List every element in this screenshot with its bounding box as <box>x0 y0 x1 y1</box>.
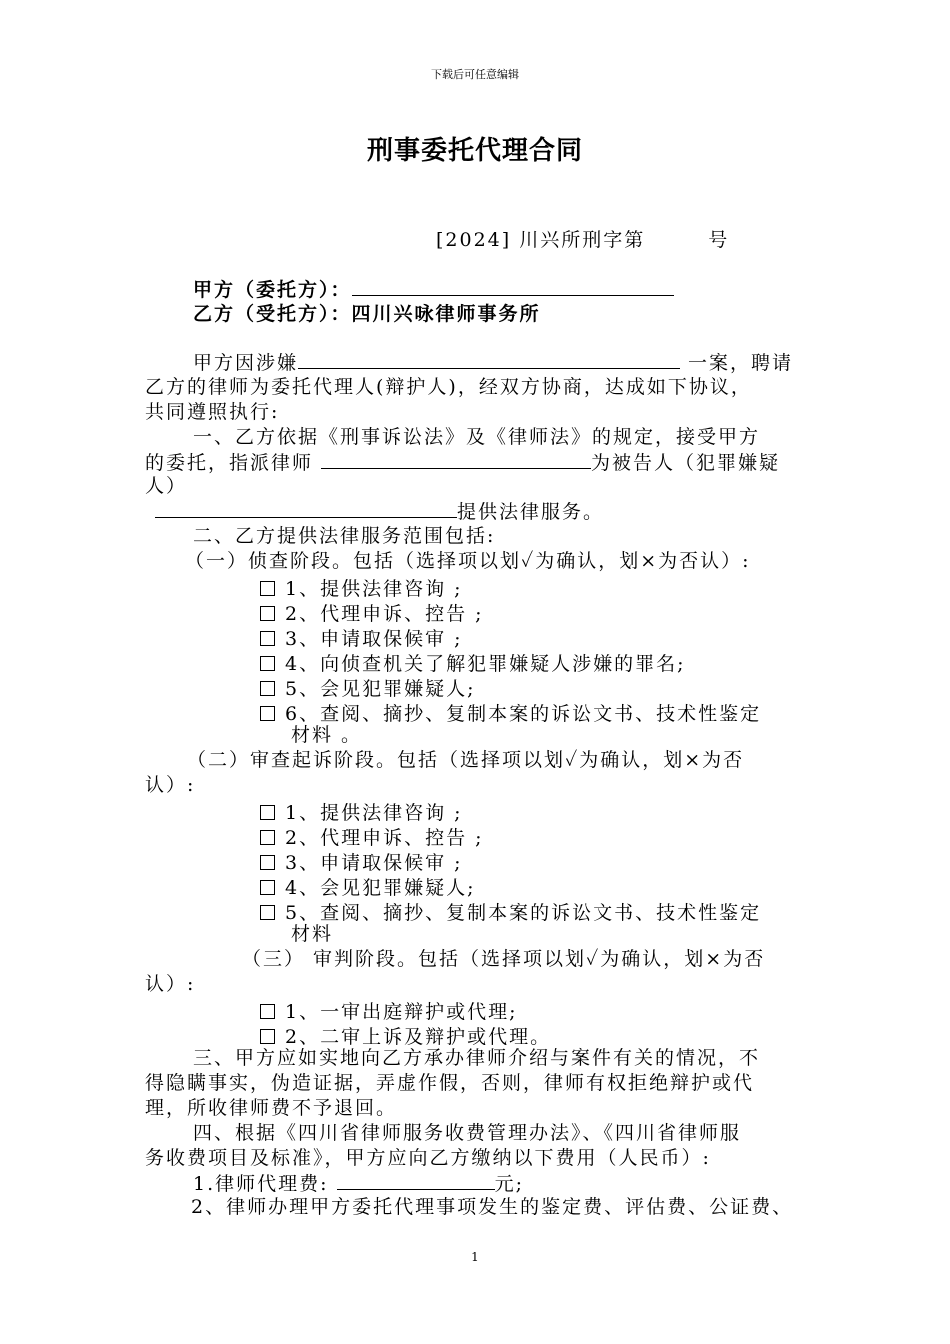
item-label: 3、申请取保候审 ; <box>285 628 463 650</box>
checkbox[interactable] <box>260 606 275 621</box>
checkbox[interactable] <box>260 631 275 646</box>
checkbox[interactable] <box>260 1029 275 1044</box>
stage3-heading-cont: 认）: <box>145 973 196 995</box>
item-label: 2、二审上诉及辩护或代理。 <box>285 1026 552 1048</box>
stage2-item-5-cont: 材料 <box>291 923 334 945</box>
checkbox[interactable] <box>260 805 275 820</box>
checkbox[interactable] <box>260 681 275 696</box>
item-label: 6、查阅、摘抄、复制本案的诉讼文书、技术性鉴定 <box>285 703 762 725</box>
intro-line-2: 乙方的律师为委托代理人(辩护人)，经双方协商，达成如下协议， <box>145 376 752 398</box>
stage1-item-6[interactable] <box>260 699 761 726</box>
clause3-line-3: 理，所收律师费不予退回。 <box>145 1097 398 1119</box>
stage2-item-3[interactable] <box>260 848 463 875</box>
intro-text-1: 甲方因涉嫌 <box>193 352 299 374</box>
fee1-blank <box>337 1171 495 1190</box>
checkbox[interactable] <box>260 1004 275 1019</box>
intro-line-3: 共同遵照执行: <box>145 401 280 423</box>
clause1-line-4 <box>155 499 604 524</box>
stage2-item-5[interactable] <box>260 898 761 925</box>
stage1-heading: （一）侦查阶段。包括（选择项以划✓为确认，划×为否认）: <box>185 550 751 572</box>
page-number: 1 <box>471 1250 479 1264</box>
defendant-blank <box>155 499 457 518</box>
item-label: 4、会见犯罪嫌疑人; <box>285 877 476 899</box>
stage3-item-1[interactable] <box>260 997 518 1024</box>
party-a-row <box>193 275 674 302</box>
clause1-text-2b: 为被告人（犯罪嫌疑 <box>591 452 781 474</box>
party-a-blank <box>352 277 674 296</box>
clause1-text-4: 提供法律服务。 <box>457 501 605 523</box>
fee1-row <box>193 1171 524 1196</box>
fee1-label: 1.律师代理费: <box>193 1173 337 1195</box>
party-b-value: 四川兴咏律师事务所 <box>351 303 541 325</box>
checkbox[interactable] <box>260 905 275 920</box>
item-label: 1、提供法律咨询 ; <box>285 578 463 600</box>
item-label: 4、向侦查机关了解犯罪嫌疑人涉嫌的罪名; <box>285 653 686 675</box>
stage1-item-2[interactable] <box>260 599 484 626</box>
clause1-text-2a: 的委托，指派律师 <box>145 452 322 474</box>
clause2-heading: 二、乙方提供法律服务范围包括: <box>193 525 496 547</box>
fee1-unit: 元; <box>494 1173 524 1195</box>
item-label: 5、查阅、摘抄、复制本案的诉讼文书、技术性鉴定 <box>285 902 762 924</box>
checkbox[interactable] <box>260 830 275 845</box>
stage3-item-2[interactable] <box>260 1022 551 1049</box>
item-label: 1、提供法律咨询 ; <box>285 802 463 824</box>
clause3-line-2: 得隐瞒事实，伪造证据，弄虚作假，否则，律师有权拒绝辩护或代 <box>145 1072 755 1094</box>
clause4-line-2: 务收费项目及标准》，甲方应向乙方缴纳以下费用（人民币）: <box>145 1147 711 1169</box>
clause1-line-2 <box>145 450 780 475</box>
checkbox[interactable] <box>260 656 275 671</box>
checkbox[interactable] <box>260 880 275 895</box>
stage2-item-4[interactable] <box>260 873 476 900</box>
stage1-item-5[interactable] <box>260 674 476 701</box>
stage2-item-2[interactable] <box>260 823 484 850</box>
stage2-heading-cont: 认）: <box>145 774 196 796</box>
stage2-heading: （二）审查起诉阶段。包括（选择项以划✓为确认，划×为否 <box>187 749 745 771</box>
header-note: 下载后可任意编辑 <box>431 68 519 81</box>
stage1-item-3[interactable] <box>260 624 463 651</box>
fee2-line: 2、律师办理甲方委托代理事项发生的鉴定费、评估费、公证费、 <box>191 1196 794 1218</box>
clause1-line-3: 人） <box>145 475 188 497</box>
party-a-label: 甲方（委托方）： <box>193 279 352 301</box>
clause1-line-1: 一、乙方依据《刑事诉讼法》及《律师法》的规定，接受甲方 <box>193 426 761 448</box>
document-title: 刑事委托代理合同 <box>366 136 583 166</box>
item-label: 3、申请取保候审 ; <box>285 852 463 874</box>
clause4-line-1: 四、根据《四川省律师服务收费管理办法》、《四川省律师服 <box>193 1122 742 1144</box>
item-label: 2、代理申诉、控告 ; <box>285 603 484 625</box>
lawyer-blank <box>321 450 591 469</box>
stage1-item-4[interactable] <box>260 649 686 676</box>
item-label: 5、会见犯罪嫌疑人; <box>285 678 476 700</box>
stage2-item-1[interactable] <box>260 798 463 825</box>
intro-text-1b: 一案，聘请 <box>680 352 794 374</box>
party-b-row <box>193 299 541 326</box>
stage1-item-1[interactable] <box>260 574 463 601</box>
item-label: 1、一审出庭辩护或代理; <box>285 1001 518 1023</box>
item-label: 2、代理申诉、控告 ; <box>285 827 484 849</box>
intro-line-1 <box>193 350 793 375</box>
checkbox[interactable] <box>260 706 275 721</box>
checkbox[interactable] <box>260 581 275 596</box>
party-b-label: 乙方（受托方）： <box>193 303 352 325</box>
stage1-item-6-cont: 材料 。 <box>291 724 363 746</box>
stage3-heading: （三） 审判阶段。包括（选择项以划✓为确认，划×为否 <box>242 948 766 970</box>
charge-blank <box>298 350 680 369</box>
checkbox[interactable] <box>260 855 275 870</box>
contract-number: [2024] 川兴所刑字第 号 <box>436 229 730 251</box>
clause3-line-1: 三、甲方应如实地向乙方承办律师介绍与案件有关的情况，不 <box>193 1047 761 1069</box>
